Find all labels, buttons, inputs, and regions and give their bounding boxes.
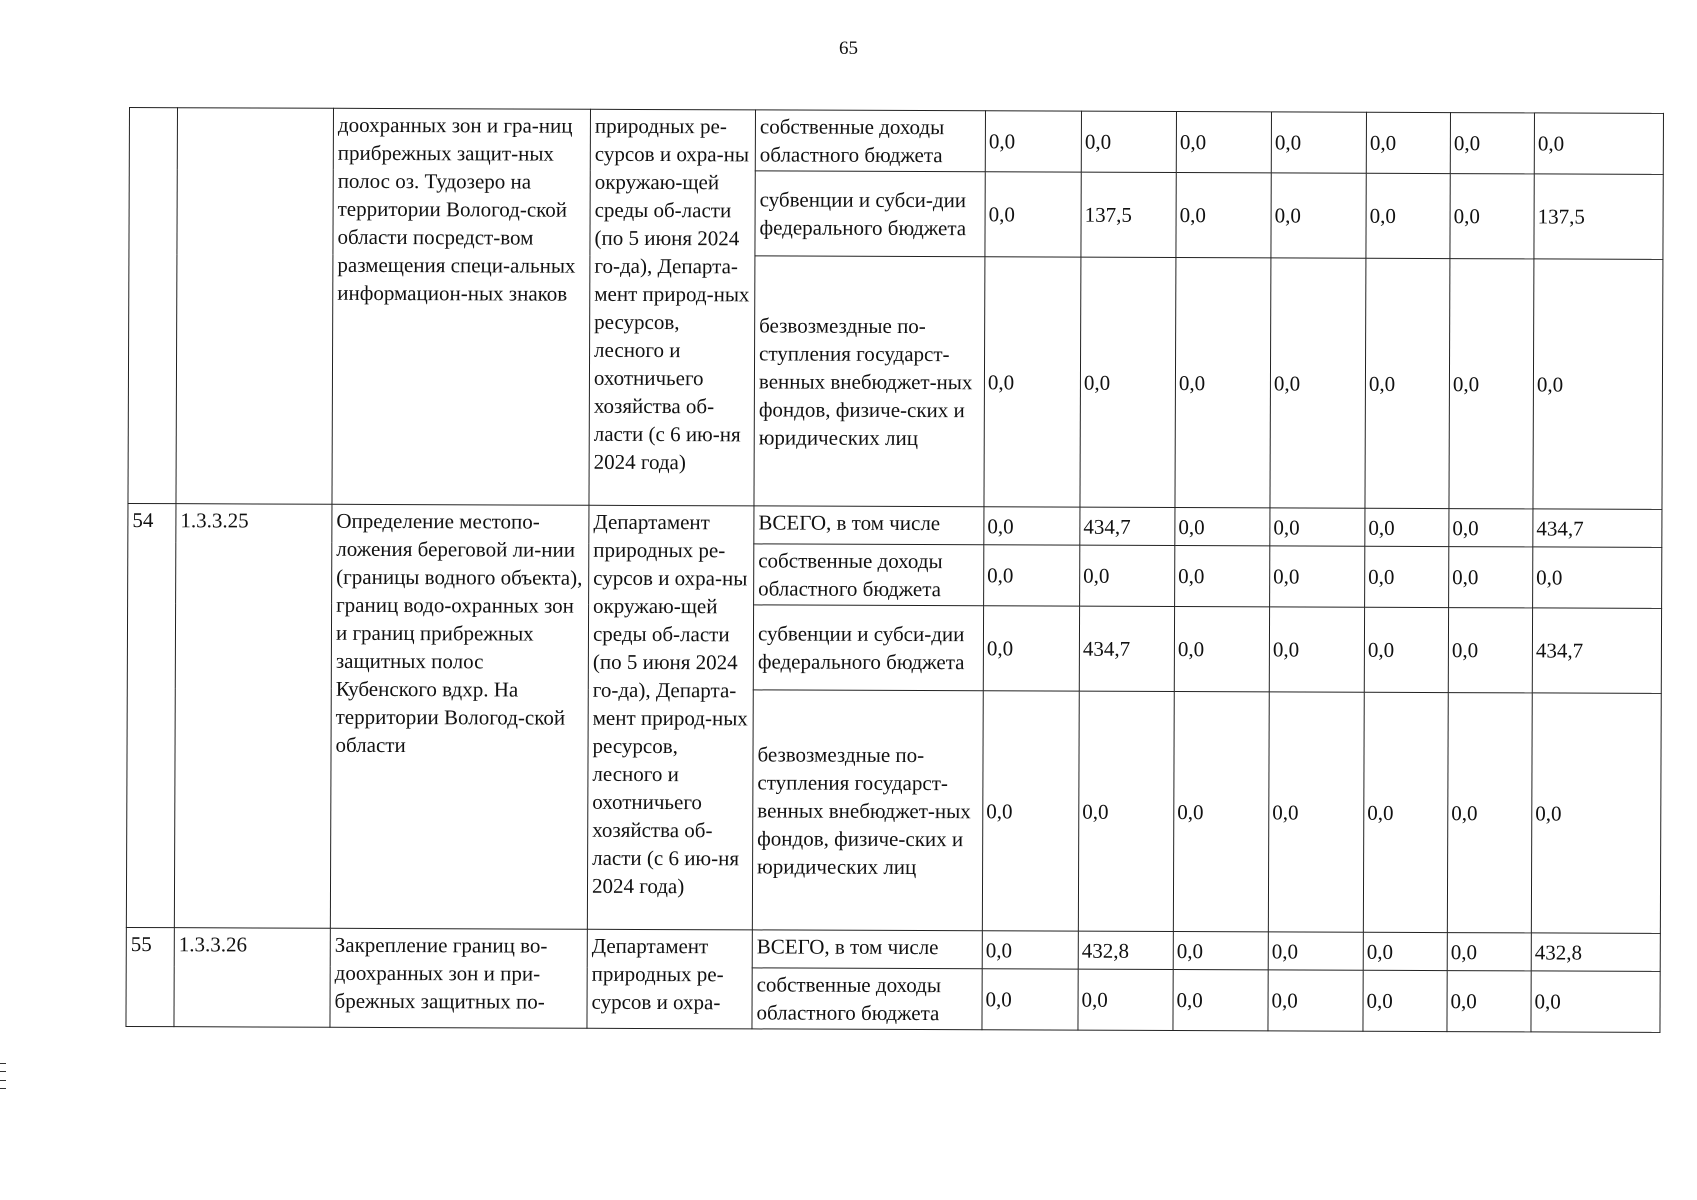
amount-cell: 0,0	[1268, 692, 1364, 932]
amount-cell: 0,0	[1450, 113, 1534, 174]
table-row	[128, 503, 1662, 547]
amount-cell: 434,7	[1079, 606, 1174, 691]
amount-cell: 0,0	[1365, 258, 1450, 508]
amount-cell: 0,0	[1175, 546, 1270, 607]
amount-cell: 0,0	[1173, 932, 1268, 970]
margin-mark	[0, 1071, 6, 1072]
amount-cell: 0,0	[1447, 971, 1531, 1032]
row-code	[176, 108, 334, 505]
row-code: 1.3.3.25	[174, 504, 332, 929]
measure-name: Закрепление границ во-доохранных зон и при-брежных защитных по-	[330, 928, 587, 1028]
amount-cell: 432,8	[1531, 933, 1660, 971]
amount-cell: 0,0	[982, 931, 1078, 969]
executor-name: Департамент природных ре-сурсов и охра-	[587, 929, 752, 1029]
amount-cell: 0,0	[982, 691, 1079, 931]
funding-source: ВСЕГО, в том числе	[754, 506, 984, 545]
funding-source: ВСЕГО, в том числе	[752, 930, 982, 969]
amount-cell: 0,0	[1176, 173, 1271, 258]
table-row	[126, 927, 1660, 971]
amount-cell: 0,0	[983, 606, 1079, 691]
amount-cell: 0,0	[984, 507, 1080, 545]
amount-cell: 432,8	[1078, 931, 1173, 969]
amount-cell: 0,0	[1449, 509, 1533, 547]
amount-cell: 0,0	[984, 257, 1081, 507]
amount-cell: 0,0	[1269, 607, 1364, 692]
amount-cell: 0,0	[985, 111, 1081, 172]
amount-cell: 0,0	[1364, 607, 1448, 692]
margin-mark	[0, 1063, 6, 1064]
executor-name: Департамент природных ре-сурсов и охра-ны окружаю-щей среды об-ласти (по 5 июня 2024 го-да), Департа-мент природ-ных ресурсов, лесного и охотничьего хозяйства об-ласти (с 6 ию-ня 2024 года)	[587, 505, 754, 930]
amount-cell: 0,0	[1450, 174, 1534, 259]
amount-cell: 0,0	[1366, 173, 1450, 258]
amount-cell: 0,0	[1533, 547, 1662, 608]
amount-cell: 0,0	[1447, 693, 1532, 933]
amount-cell: 0,0	[1531, 971, 1660, 1032]
amount-cell: 0,0	[1080, 545, 1175, 606]
amount-cell: 0,0	[1270, 546, 1365, 607]
funding-source: собственные доходы областного бюджета	[755, 110, 985, 172]
executor-name: природных ре-сурсов и охра-ны окружаю-щей среды об-ласти (по 5 июня 2024 го-да), Департа-мент природ-ных ресурсов, лесного и охотничьего хозяйства об-ласти (с 6 ию-ня 2024 года)	[589, 109, 756, 506]
amount-cell: 0,0	[1449, 259, 1534, 509]
amount-cell: 0,0	[1078, 691, 1174, 931]
funding-source: собственные доходы областного бюджета	[754, 544, 984, 606]
budget-table	[125, 107, 1664, 1033]
amount-cell: 0,0	[1271, 112, 1366, 173]
amount-cell: 0,0	[1270, 258, 1366, 508]
amount-cell: 0,0	[1173, 692, 1269, 932]
amount-cell: 137,5	[1081, 172, 1176, 257]
amount-cell: 0,0	[1534, 113, 1663, 174]
amount-cell: 0,0	[1365, 508, 1449, 546]
amount-cell: 0,0	[1268, 970, 1363, 1031]
amount-cell: 0,0	[1174, 607, 1269, 692]
row-code: 1.3.3.26	[174, 928, 330, 1028]
margin-mark	[0, 1088, 6, 1089]
funding-source: субвенции и субси-дии федерального бюджета	[753, 605, 983, 691]
amount-cell: 0,0	[985, 172, 1081, 257]
amount-cell: 0,0	[1080, 257, 1176, 507]
amount-cell: 0,0	[1078, 969, 1173, 1030]
amount-cell: 434,7	[1080, 507, 1175, 545]
funding-source: безвозмездные по-ступления государст-венных внебюджет-ных фондов, физиче-ских и юридических лиц	[752, 690, 983, 931]
amount-cell: 137,5	[1534, 174, 1663, 259]
amount-cell: 0,0	[1271, 173, 1366, 258]
amount-cell: 0,0	[1173, 970, 1268, 1031]
amount-cell: 0,0	[1447, 933, 1531, 971]
amount-cell: 434,7	[1533, 509, 1662, 547]
page-number: 65	[839, 38, 858, 59]
funding-source: субвенции и субси-дии федерального бюджета	[755, 171, 985, 257]
amount-cell: 0,0	[1449, 547, 1533, 608]
table-row	[129, 108, 1663, 175]
row-number: 55	[126, 927, 174, 1026]
amount-cell: 0,0	[1363, 970, 1447, 1031]
margin-mark	[0, 1080, 6, 1081]
amount-cell: 0,0	[1448, 608, 1532, 693]
amount-cell: 0,0	[1270, 508, 1365, 546]
amount-cell: 0,0	[1531, 693, 1661, 933]
amount-cell: 0,0	[1363, 692, 1448, 932]
row-number	[128, 108, 178, 504]
amount-cell: 0,0	[1365, 546, 1449, 607]
amount-cell: 0,0	[1175, 508, 1270, 546]
amount-cell: 434,7	[1532, 608, 1661, 693]
row-number: 54	[126, 503, 176, 927]
amount-cell: 0,0	[1176, 112, 1271, 173]
measure-name: доохранных зон и гра-ниц прибрежных защит-ных полос оз. Тудозеро на территории Вологод-ской области посредст-вом размещения специ-альных информацион-ных знаков	[332, 108, 591, 505]
funding-source: собственные доходы областного бюджета	[752, 968, 982, 1030]
amount-cell: 0,0	[1366, 112, 1450, 173]
amount-cell: 0,0	[1268, 932, 1363, 970]
amount-cell: 0,0	[1363, 932, 1447, 970]
amount-cell: 0,0	[984, 545, 1080, 606]
amount-cell: 0,0	[1081, 111, 1176, 172]
funding-source: безвозмездные по-ступления государст-венных внебюджет-ных фондов, физиче-ских и юридических лиц	[754, 256, 985, 507]
amount-cell: 0,0	[1533, 259, 1663, 509]
amount-cell: 0,0	[1175, 258, 1271, 508]
amount-cell: 0,0	[982, 969, 1078, 1030]
measure-name: Определение местопо-ложения береговой ли-нии (границы водного объекта), границ водо-охранных зон и границ прибрежных защитных полос Кубенского вдхр. На территории Вологод-ской области	[330, 504, 589, 929]
